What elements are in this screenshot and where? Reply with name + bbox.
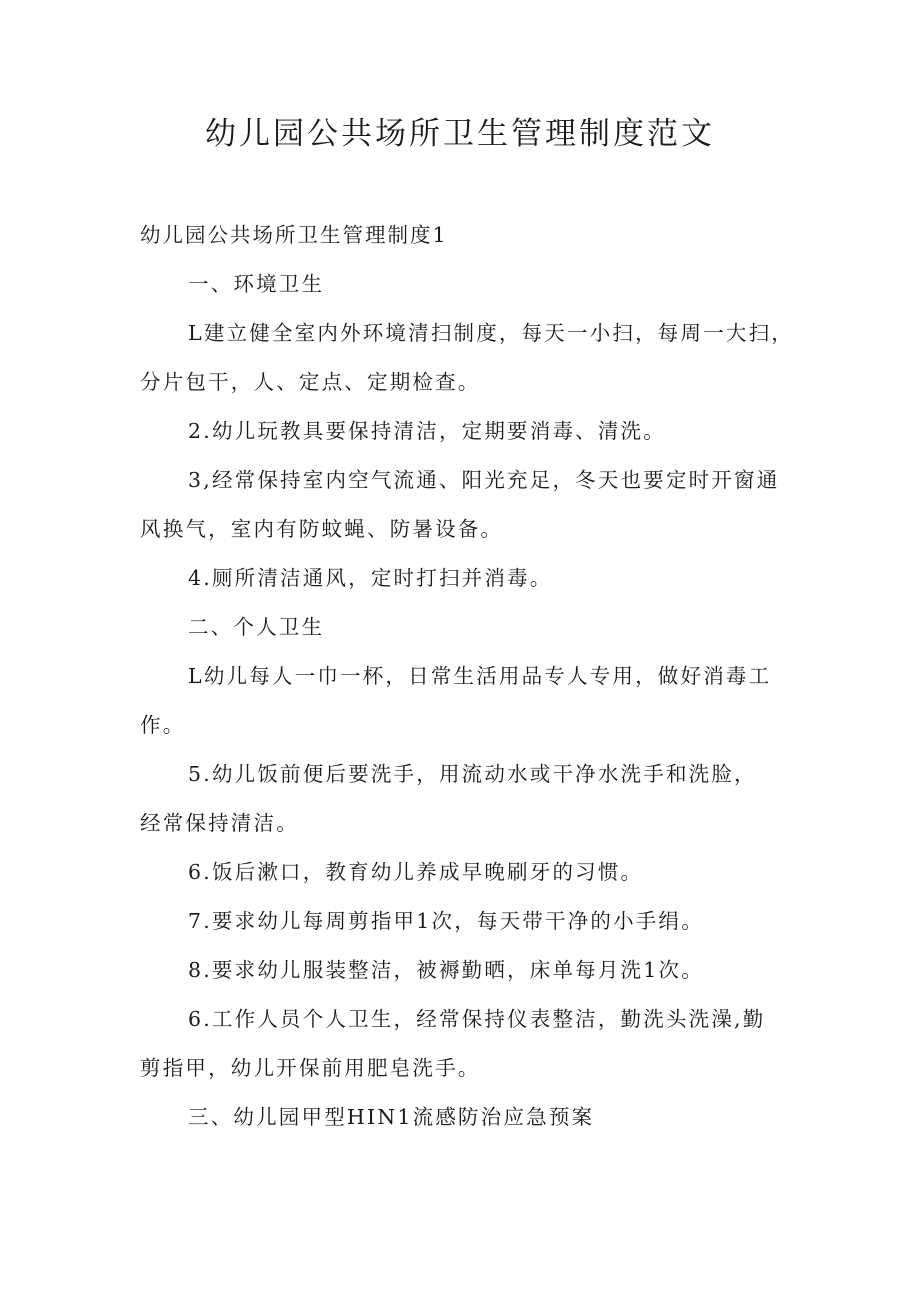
- paragraph-line: 2.幼儿玩教具要保持清洁，定期要消毒、清洗。: [188, 419, 666, 443]
- paragraph-line: 6.饭后漱口，教育幼儿养成早晚刷牙的习惯。: [188, 860, 644, 884]
- paragraph-line: 剪指甲，幼儿开保前用肥皂洗手。: [140, 1056, 481, 1080]
- document-body: [140, 211, 795, 1142]
- paragraph-line: 4.厕所清洁通风，定时打扫并消毒。: [188, 566, 553, 590]
- paragraph-line: 风换气，室内有防蚊蝇、防暑设备。: [140, 517, 504, 541]
- paragraph-line: 作。: [140, 713, 186, 737]
- paragraph-line: 3,经常保持室内空气流通、阳光充足，冬天也要定时开窗通: [188, 468, 780, 492]
- section-heading: 幼儿园公共场所卫生管理制度1: [140, 223, 448, 247]
- document-title: 幼儿园公共场所卫生管理制度范文: [205, 116, 715, 152]
- paragraph-line: L幼儿每人一巾一杯，日常生活用品专人专用，做好消毒工: [188, 664, 772, 688]
- paragraph-line: L建立健全室内外环境清扫制度，每天一小扫，每周一大扫，: [188, 321, 795, 345]
- paragraph-line: 6.工作人员个人卫生，经常保持仪表整洁，勤洗头洗澡,勤: [188, 1007, 766, 1031]
- paragraph-line: 5.幼儿饭前便后要洗手，用流动水或干净水洗手和洗脸，: [188, 762, 757, 786]
- subheading-flu-plan: 三、幼儿园甲型HIN1流感防治应急预案: [188, 1105, 595, 1129]
- subheading-personal: 二、个人卫生: [188, 615, 325, 639]
- paragraph-line: 经常保持清洁。: [140, 811, 299, 835]
- paragraph-line: 8.要求幼儿服装整洁，被褥勤晒，床单每月洗1次。: [188, 958, 704, 982]
- paragraph-line: 7.要求幼儿每周剪指甲1次，每天带干净的小手绢。: [188, 909, 704, 933]
- subheading-environment: 一、环境卫生: [188, 272, 325, 296]
- paragraph-line: 分片包干，人、定点、定期检查。: [140, 370, 481, 394]
